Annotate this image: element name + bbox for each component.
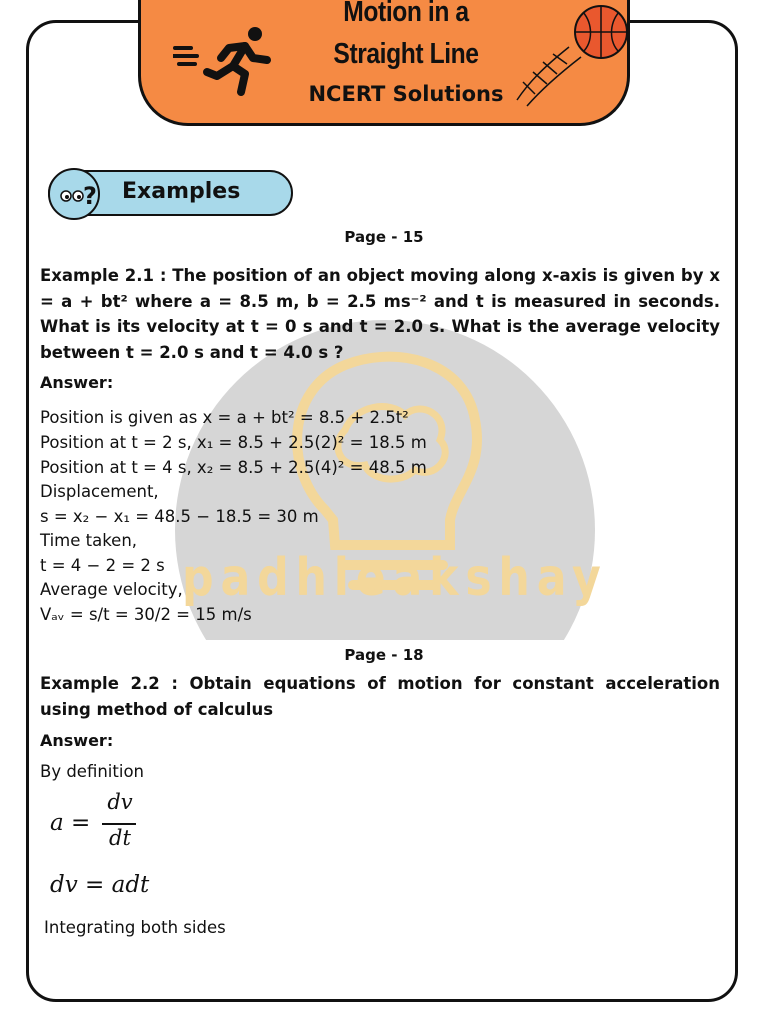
solution-line: Position at t = 4 s, x₂ = 8.5 + 2.5(4)² = 48.5 m (40, 458, 427, 477)
example-2-1-question: Example 2.1 : The position of an object moving along x-axis is given by x = a + bt² where a = 8.5 m, b = 2.5 ms⁻² and t is measured in seconds. What is its velocity at t = 0 s and t = 2.0 s. What is the average velocity between t = 2.0 s and t = 4.0 s ? (40, 266, 720, 362)
examples-section-heading (48, 170, 293, 216)
solution-line: s = x₂ − x₁ = 48.5 − 18.5 = 30 m (40, 507, 319, 526)
chapter-subtitle: NCERT Solutions (308, 82, 504, 106)
integrating-text: Integrating both sides (44, 918, 226, 937)
by-definition-text: By definition (40, 762, 144, 781)
solution-line: Displacement, (40, 482, 159, 501)
runner-icon (173, 26, 273, 96)
example-2-2-answer-label: Answer: (40, 731, 114, 750)
solution-line: Average velocity, (40, 580, 183, 599)
fraction-bar (102, 823, 136, 825)
solution-line: Vₐᵥ = s/t = 30/2 = 15 m/s (40, 605, 252, 624)
fraction-numerator: dv (107, 790, 133, 814)
example-2-2-question: Example 2.2 : Obtain equations of motion for constant acceleration using method of calculus (40, 674, 720, 719)
solution-line: Position at t = 2 s, x₁ = 8.5 + 2.5(2)² = 18.5 m (40, 433, 427, 452)
solution-line: Time taken, (40, 531, 138, 550)
chapter-header (138, 0, 630, 126)
solution-line: t = 4 − 2 = 2 s (40, 556, 165, 575)
svg-text:?: ? (83, 182, 97, 210)
watermark-text: padhleakshay (182, 548, 608, 608)
page-number-15: Page - 15 (344, 228, 424, 246)
solution-line: Position is given as x = a + bt² = 8.5 + 2.5t² (40, 408, 409, 427)
thinking-face-icon (48, 168, 100, 220)
chapter-title-line2: Straight Line (333, 38, 479, 70)
example-2-1-answer-label: Answer: (40, 373, 114, 392)
examples-label: Examples (122, 179, 241, 204)
equation-lhs: a = (50, 810, 91, 836)
fraction-denominator: dt (109, 826, 131, 850)
basketball-icon (509, 2, 629, 107)
page-number-18: Page - 18 (344, 646, 424, 664)
chapter-title-line1: Motion in a (343, 0, 469, 28)
equation-dv-adt: dv = adt (50, 872, 150, 898)
